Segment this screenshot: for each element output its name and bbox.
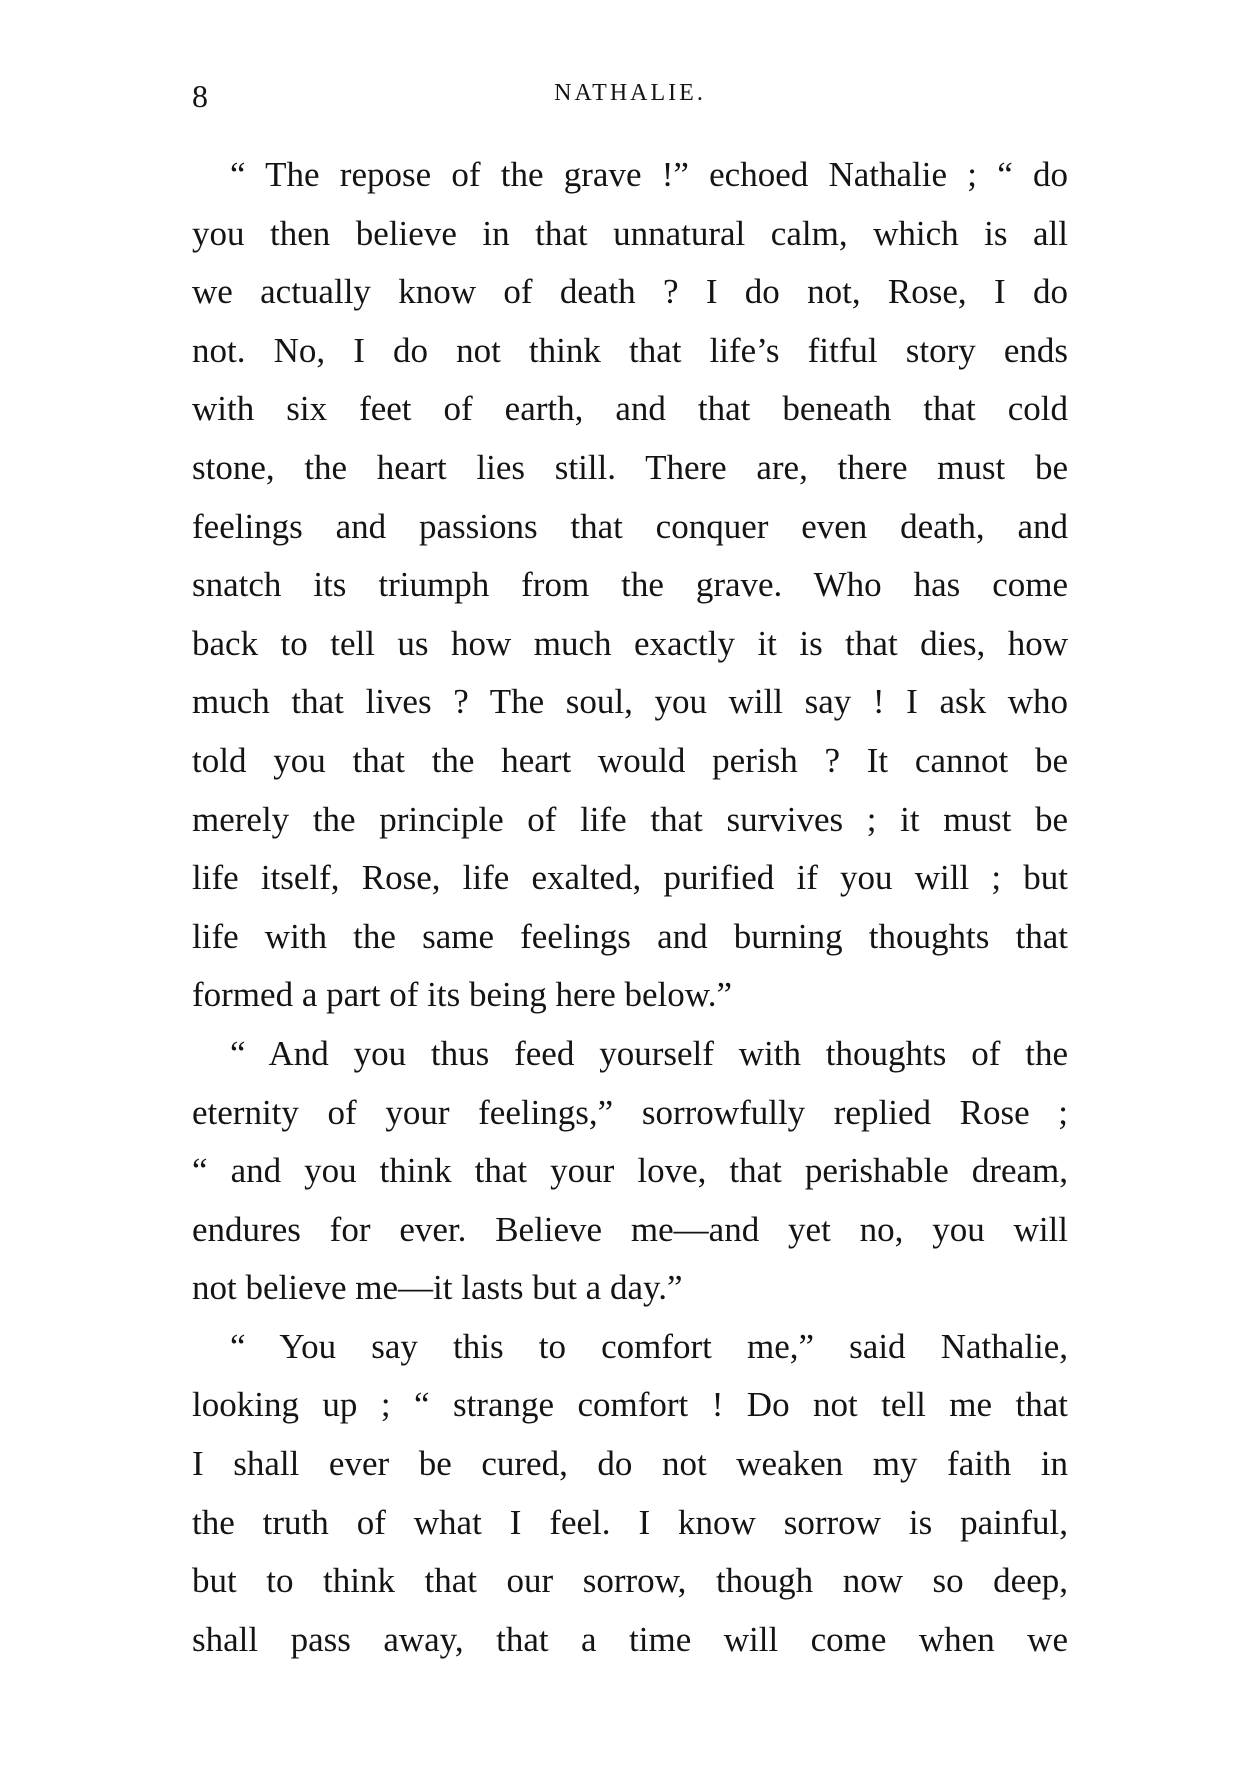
text-line: we actually know of death ? I do not, Rose, I do <box>192 272 1068 312</box>
text-line: eternity of your feelings,” sorrowfully replied Rose ; <box>192 1092 1068 1132</box>
text-line: told you that the heart would perish ? It cannot be <box>192 740 1068 780</box>
text-line: with six feet of earth, and that beneath that cold <box>192 389 1068 429</box>
text-line: looking up ; “ strange comfort ! Do not tell me that <box>192 1385 1068 1425</box>
page-number: 8 <box>192 78 208 114</box>
text-line: but to think that our sorrow, though now so deep, <box>192 1561 1068 1601</box>
text-line: not. No, I do not think that life’s fitful story ends <box>192 330 1068 370</box>
body-text <box>192 146 1068 1669</box>
text-line: not believe me—it lasts but a day.” <box>192 1268 683 1308</box>
text-line: the truth of what I feel. I know sorrow is painful, <box>192 1502 1068 1542</box>
text-line: back to tell us how much exactly it is that dies, how <box>192 623 1068 663</box>
text-line: you then believe in that unnatural calm, which is all <box>192 213 1068 253</box>
text-line: endures for ever. Believe me—and yet no, you will <box>192 1209 1068 1249</box>
page-header <box>192 78 1068 118</box>
text-line: shall pass away, that a time will come when we <box>192 1619 1068 1659</box>
running-head: NATHALIE. <box>554 80 706 106</box>
text-line: stone, the heart lies still. There are, there must be <box>192 447 1068 487</box>
text-line: snatch its triumph from the grave. Who has come <box>192 565 1068 605</box>
text-line: “ And you thus feed yourself with thoughts of the <box>230 1033 1068 1073</box>
text-line: life with the same feelings and burning thoughts that <box>192 916 1068 956</box>
text-line: life itself, Rose, life exalted, purified if you will ; but <box>192 858 1068 898</box>
text-line: “ The repose of the grave !” echoed Nathalie ; “ do <box>230 155 1068 194</box>
text-line: much that lives ? The soul, you will say ! I ask who <box>192 682 1068 722</box>
text-line: formed a part of its being here below.” <box>192 975 733 1015</box>
text-line: feelings and passions that conquer even death, and <box>192 506 1068 546</box>
text-line: merely the principle of life that survives ; it must be <box>192 799 1068 839</box>
text-line: “ You say this to comfort me,” said Nathalie, <box>230 1326 1068 1366</box>
text-line: “ and you think that your love, that perishable dream, <box>192 1151 1068 1191</box>
text-line: I shall ever be cured, do not weaken my faith in <box>192 1444 1068 1484</box>
